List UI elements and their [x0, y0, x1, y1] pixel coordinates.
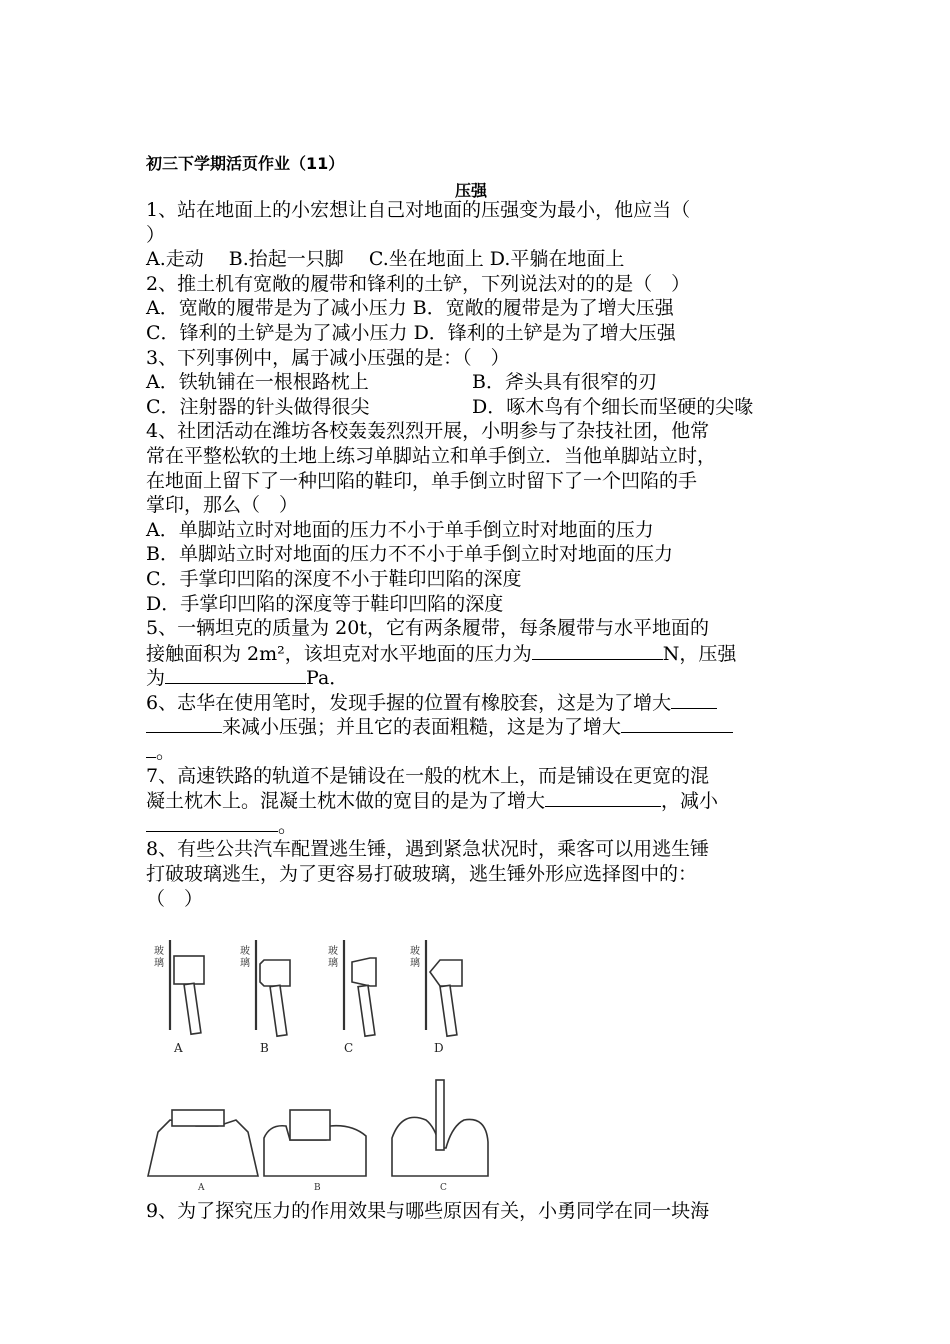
q7-stem-line1: 7、高速铁路的轨道不是铺设在一般的枕木上，而是铺设在更宽的混: [146, 764, 710, 787]
q5-stem-line3: [146, 665, 816, 690]
q7-blank-2[interactable]: [146, 813, 278, 832]
q6-text-c: 。: [156, 741, 176, 764]
glass-label-b: 玻璃: [240, 946, 250, 969]
sponge-label-c: C: [440, 1183, 447, 1193]
q6-stem-line1: [146, 690, 816, 715]
q4-option-c: C．手掌印凹陷的深度不小于鞋印凹陷的深度: [146, 567, 522, 590]
q5-stem-line2: [146, 641, 816, 666]
q5-force-blank[interactable]: [532, 641, 663, 660]
q3-option-c: C．注射器的针头做得很尖: [146, 395, 370, 418]
q7-text-c: 。: [278, 814, 298, 837]
topic-heading: 压强: [455, 181, 488, 200]
q3-option-a: A．铁轨铺在一根根路枕上: [146, 371, 369, 394]
q6-text-a: 6、志华在使用笔时，发现手握的位置有橡胶套，这是为了增大: [146, 691, 672, 714]
sponge-figure: [140, 1072, 500, 1194]
sponge-b: [264, 1110, 366, 1176]
sponge-label-a: A: [198, 1183, 205, 1193]
q7-blank-1[interactable]: [545, 788, 661, 807]
questions-body: [146, 198, 816, 911]
q4-option-b: B．单脚站立时对地面的压力不不小于单手倒立时对地面的压力: [146, 543, 673, 566]
q3-options-ab: [146, 370, 816, 395]
q6-blank-1a[interactable]: [671, 690, 717, 709]
q4-stem-line2: 常在平整松软的土地上练习单脚站立和单手倒立．当他单脚站立时，: [146, 444, 717, 467]
q1-stem-line2: ）: [146, 223, 166, 246]
sponge-c: [392, 1080, 488, 1176]
sponge-label-b: B: [314, 1183, 321, 1193]
q4-stem-line4: 掌印，那么（ ）: [146, 494, 299, 517]
q4-option-a: A．单脚站立时对地面的压力不小于单手倒立时对地面的压力: [146, 518, 654, 541]
q3-options-cd: [146, 395, 816, 420]
q4-stem-line3: 在地面上留下了一种凹陷的鞋印，单手倒立时留下了一个凹陷的手: [146, 469, 698, 492]
q3-option-b: B．斧头具有很窄的刃: [472, 371, 657, 394]
hammer-figure-svg: [140, 932, 480, 1062]
hammer-label-d: D: [434, 1041, 444, 1055]
hammer-b: [256, 940, 290, 1036]
q7-stem-line2: [146, 788, 816, 813]
q6-blank-1b[interactable]: [146, 714, 222, 733]
q7-text-b: ，减小: [661, 790, 719, 813]
hammer-label-b: B: [260, 1041, 269, 1055]
hammer-figure: [140, 932, 480, 1062]
q6-blank-2b[interactable]: [146, 739, 156, 758]
q5-stem-line1: 5、一辆坦克的质量为 20t，它有两条履带，每条履带与水平地面的: [146, 617, 709, 640]
q2-stem: 2、推土机有宽敞的履带和锋利的土铲，下列说法对的的是（ ）: [146, 272, 691, 295]
q5-text-b: N，压强: [662, 642, 737, 665]
q6-stem-line2: [146, 714, 816, 739]
hammer-c: [344, 940, 376, 1036]
hammer-d: [426, 940, 462, 1036]
q7-stem-line3: [146, 813, 816, 838]
q4-option-d: D．手掌印凹陷的深度等于鞋印凹陷的深度: [146, 592, 504, 615]
worksheet-title: 初三下学期活页作业（11）: [146, 154, 345, 173]
sponge-figure-svg: [140, 1072, 500, 1194]
q5-pressure-blank[interactable]: [165, 665, 306, 684]
q1-stem-line1: 1、站在地面上的小宏想让自己对地面的压强变为最小，他应当（: [146, 199, 691, 221]
q2-options-cd: C．锋利的土铲是为了减小压力 D．锋利的土铲是为了增大压强: [146, 321, 676, 344]
sponge-a: [148, 1110, 258, 1176]
hammer-label-c: C: [344, 1041, 354, 1055]
q9-stem-line1: 9、为了探究压力的作用效果与哪些原因有关，小勇同学在同一块海: [146, 1200, 710, 1222]
q6-stem-line3: [146, 739, 816, 764]
q8-stem-line2: 打破玻璃逃生，为了更容易打破玻璃，逃生锤外形应选择图中的：: [146, 863, 698, 886]
glass-label-a: 玻璃: [154, 946, 164, 969]
q5-text-d: Pa．: [306, 667, 349, 690]
q3-option-d: D．啄木鸟有个细长而坚硬的尖喙: [472, 395, 754, 418]
q7-text-a: 凝土枕木上。混凝土枕木做的宽目的是为了增大: [146, 790, 546, 813]
glass-label-d: 玻璃: [410, 946, 420, 969]
q8-stem-line1: 8、有些公共汽车配置逃生锤，遇到紧急状况时，乘客可以用逃生锤: [146, 838, 710, 861]
hammer-label-a: A: [174, 1041, 183, 1055]
q2-options-ab: A．宽敞的履带是为了减小压力 B．宽敞的履带是为了增大压强: [146, 297, 674, 320]
q4-stem-line1: 4、社团活动在潍坊各校轰轰烈烈开展，小明参与了杂技社团，他常: [146, 420, 710, 443]
hammer-a: [170, 940, 204, 1034]
q3-stem: 3、下列事例中，属于减小压强的是：（ ）: [146, 346, 510, 369]
q6-text-b: 来减小压强；并且它的表面粗糙，这是为了增大: [222, 716, 622, 739]
q6-blank-2a[interactable]: [621, 714, 733, 733]
q8-stem-line3: （ ）: [146, 887, 204, 910]
q1-options: A.走动 B.抬起一只脚 C.坐在地面上 D.平躺在地面上: [146, 248, 625, 271]
glass-label-c: 玻璃: [328, 946, 338, 969]
q5-text-a: 接触面积为 2m²，该坦克对水平地面的压力为: [146, 642, 532, 665]
q5-text-c: 为: [146, 667, 166, 690]
